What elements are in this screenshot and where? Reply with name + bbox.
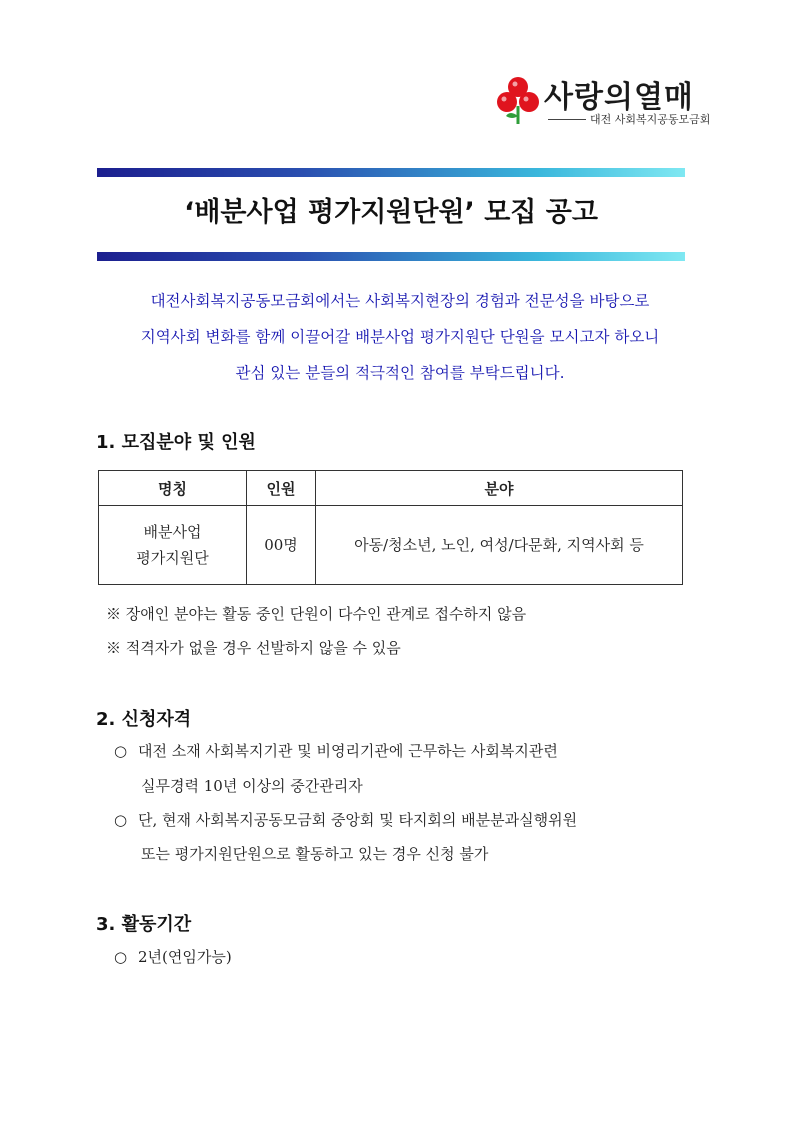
intro-line: 관심 있는 분들의 적극적인 참여를 부탁드립니다. <box>235 364 565 382</box>
eligibility-item <box>114 809 577 830</box>
column-header-field: 분야 <box>316 471 683 506</box>
intro-paragraph <box>60 283 740 391</box>
recruit-table <box>98 470 683 585</box>
column-header-count: 인원 <box>247 471 316 506</box>
eligibility-text: 단, 현재 사회복지공동모금회 중앙회 및 타지회의 배분분과실행위원 <box>138 811 578 829</box>
cell-name <box>99 506 247 585</box>
logo-divider <box>548 119 586 120</box>
title-top-bar <box>97 168 685 177</box>
eligibility-text-continued: 실무경력 10년 이상의 중간관리자 <box>141 777 363 795</box>
table-row <box>99 506 683 585</box>
cell-name-line: 배분사업 <box>143 523 202 541</box>
table-header-row <box>99 471 683 506</box>
logo-title: 사랑의열매 <box>544 80 694 115</box>
note-item: ※ 장애인 분야는 활동 중인 단원이 다수인 관계로 접수하지 않음 <box>106 605 527 623</box>
circle-bullet-icon: ○ <box>114 811 128 829</box>
eligibility-item <box>114 740 558 761</box>
period-text: 2년(연임가능) <box>138 948 232 966</box>
period-item <box>114 946 232 967</box>
cell-count: 00명 <box>247 506 316 585</box>
cell-field: 아동/청소년, 노인, 여성/다문화, 지역사회 등 <box>316 506 683 585</box>
page-title: ‘배분사업 평가지원단원’ 모집 공고 <box>184 197 598 228</box>
intro-line: 지역사회 변화를 함께 이끌어갈 배분사업 평가지원단 단원을 모시고자 하오니 <box>140 328 660 346</box>
section-heading-period: 3. 활동기간 <box>96 914 192 935</box>
section-heading-recruit: 1. 모집분야 및 인원 <box>96 432 256 453</box>
circle-bullet-icon: ○ <box>114 948 128 966</box>
title-bottom-bar <box>97 252 685 261</box>
section-heading-eligibility: 2. 신청자격 <box>96 709 192 730</box>
cell-name-line: 평가지원단 <box>136 549 209 567</box>
logo-subtitle: 대전 사회복지공동모금회 <box>590 113 711 126</box>
eligibility-text: 대전 소재 사회복지기관 및 비영리기관에 근무하는 사회복지관련 <box>138 742 558 760</box>
column-header-name: 명칭 <box>99 471 247 506</box>
eligibility-text-continued: 또는 평가지원단원으로 활동하고 있는 경우 신청 불가 <box>141 845 489 863</box>
circle-bullet-icon: ○ <box>114 742 128 760</box>
intro-line: 대전사회복지공동모금회에서는 사회복지현장의 경험과 전문성을 바탕으로 <box>150 292 650 310</box>
note-item: ※ 적격자가 없을 경우 선발하지 않을 수 있음 <box>106 639 401 657</box>
organization-logo <box>496 70 711 130</box>
three-red-berries-logo-icon <box>496 76 540 126</box>
